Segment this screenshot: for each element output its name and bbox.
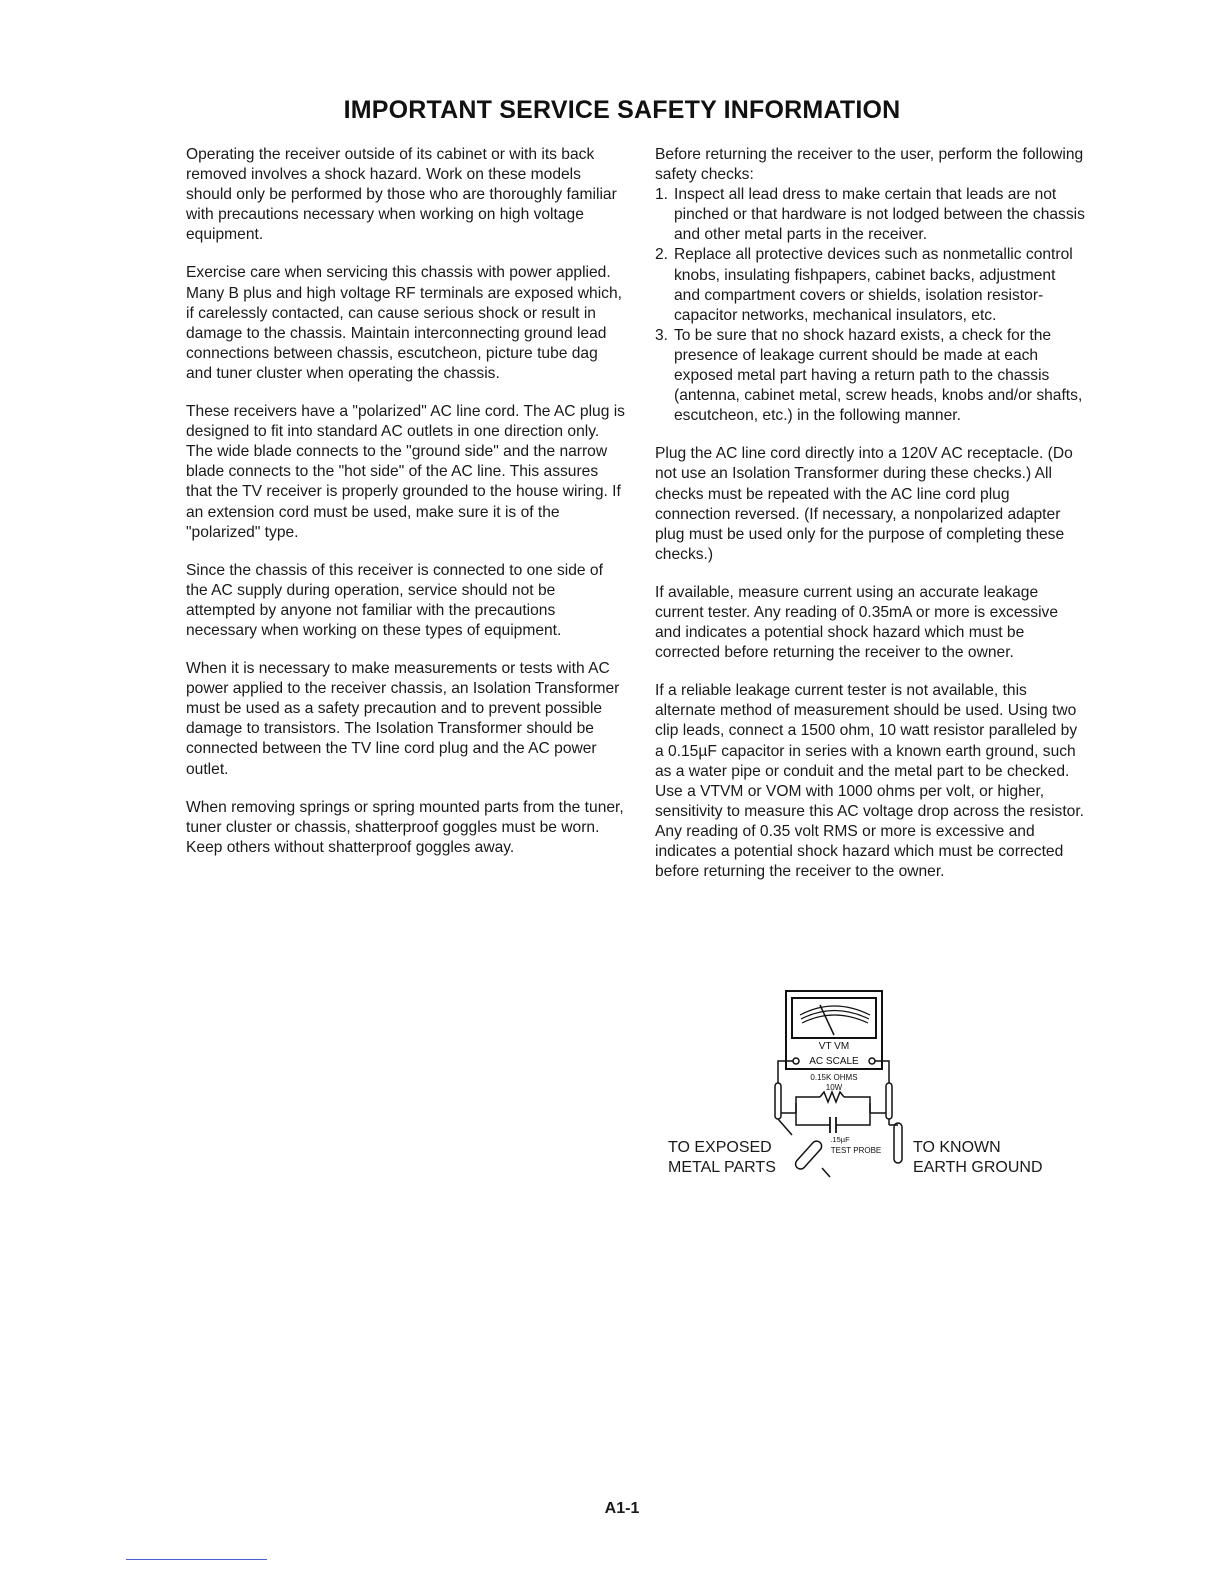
- left-column: [186, 145, 626, 858]
- paragraph-leakage-tester: If available, measure current using an accurate leakage current tester. Any reading of 0.35mA or more is excessive and indicates a potential shock hazard which must be corrected before returning the receiver to the owner.: [655, 583, 1059, 662]
- paragraph-chassis-connected: Since the chassis of this receiver is connected to one side of the AC supply during operation, service should not be attempted by anyone not familiar with the precautions necessary when working on these types of equipment.: [186, 561, 603, 639]
- paragraph-polarized-cord: These receivers have a "polarized" AC line cord. The AC plug is designed to fit into standard AC outlets in one direction only. The wide blade connects to the "ground side" and the narrow blade connects to the "hot side" of the AC line. This assures that the TV receiver is properly grounded to the house wiring. If an extension cord must be used, make sure it is of the "polarized" type.: [186, 403, 625, 541]
- network-wire: [796, 1103, 830, 1125]
- meter-face: [792, 998, 876, 1038]
- earth-ground-label-line1: TO KNOWN: [913, 1139, 1001, 1156]
- safety-checks-intro: Before returning the receiver to the user, perform the following safety checks:: [655, 146, 1084, 184]
- lead-wire: [778, 1119, 792, 1135]
- step-number: 3.: [655, 326, 669, 344]
- list-item: [655, 245, 1085, 325]
- exposed-metal-label-line1: TO EXPOSED: [668, 1139, 772, 1156]
- step-text: To be sure that no shock hazard exists, a check for the presence of leakage current should be made at each exposed metal part having a return path to the chassis (antenna, cabinet metal, screw heads, knobs and/or shafts, escutcheon, etc.) in the following manner.: [674, 326, 1083, 425]
- step-text: Replace all protective devices such as nonmetallic control knobs, insulating fishpapers, cabinet backs, adjustment and compartment covers or shields, isolation resistor-capacitor networks, mechanical insulators, etc.: [674, 246, 1073, 324]
- resistor-symbol: [820, 1092, 844, 1102]
- paragraph-goggles: When removing springs or spring mounted parts from the tuner, tuner cluster or chassis, shatterproof goggles must be worn. Keep others without shatterproof goggles away.: [186, 798, 624, 856]
- watt-label: 10W: [825, 1083, 843, 1092]
- scale-label: AC SCALE: [809, 1056, 859, 1067]
- clip-lead-left: [775, 1083, 781, 1119]
- step-text: Inspect all lead dress to make certain that leads are not pinched or that hardware is not lodged between the chassis and other metal parts in the receiver.: [674, 186, 1085, 244]
- meter-terminal-right: [869, 1058, 875, 1064]
- right-column: [655, 145, 1085, 882]
- probe-label: TEST PROBE: [830, 1146, 882, 1155]
- list-item: [655, 326, 1085, 426]
- step-number: 2.: [655, 246, 669, 264]
- meter-label: VT VM: [818, 1041, 850, 1052]
- paragraph-exercise-care: Exercise care when servicing this chassis with power applied. Many B plus and high voltage RF terminals are exposed which, if carelessly contacted, can cause serious shock or result in damage to the chassis. Maintain interconnecting ground lead connections between chassis, escutcheon, picture tube dag and tuner cluster when operating the chassis.: [186, 264, 622, 382]
- capacitor-label: .15µF: [830, 1135, 850, 1144]
- safety-checks-list: [655, 185, 1085, 426]
- network-wire: [796, 1097, 820, 1113]
- meter-terminal-left: [793, 1058, 799, 1064]
- earth-ground-label-line2: EARTH GROUND: [913, 1159, 1043, 1176]
- page-number: A1-1: [604, 1500, 640, 1517]
- list-item: [655, 185, 1085, 245]
- clip-lead-right: [886, 1083, 892, 1119]
- earth-ground-clip: [894, 1123, 902, 1163]
- exposed-metal-label-line2: METAL PARTS: [668, 1159, 776, 1176]
- probe-tip: [822, 1168, 830, 1177]
- leakage-test-diagram: [660, 985, 1080, 1185]
- network-wire: [836, 1103, 870, 1125]
- paragraph-isolation-transformer: When it is necessary to make measurements or tests with AC power applied to the receiver chassis, an Isolation Transformer must be used as a safety precaution and to prevent possible damage to transistors. The Isolation Transformer should be connected between the TV line cord plug and the AC power outlet.: [186, 660, 620, 778]
- page-title: IMPORTANT SERVICE SAFETY INFORMATION: [343, 96, 901, 124]
- test-probe: [793, 1139, 823, 1171]
- footer-rule: [126, 1559, 267, 1560]
- paragraph-plug-ac-cord: Plug the AC line cord directly into a 120V AC receptacle. (Do not use an Isolation Transformer during these checks.) All checks must be repeated with the AC line cord plug connection reversed. (If necessary, a nonpolarized adapter plug must be used only for the purpose of completing these checks.): [655, 445, 1073, 563]
- paragraph-alternate-method: If a reliable leakage current tester is not available, this alternate method of measurement should be used. Using two clip leads, connect a 1500 ohm, 10 watt resistor paralleled by a 0.15µF capacitor in series with a known earth ground, such as a water pipe or conduit and the metal part to be checked. Use a VTVM or VOM with 1000 ohms per volt, or higher, sensitivity to measure this AC voltage drop across the resistor. Any reading of 0.35 volt RMS or more is excessive and indicates a potential shock hazard which must be corrected before returning the receiver to the owner.: [655, 682, 1085, 881]
- resistor-label: 0.15K OHMS: [810, 1073, 858, 1082]
- network-wire: [844, 1097, 870, 1113]
- paragraph-shock-hazard: Operating the receiver outside of its cabinet or with its back removed involves a shock hazard. Work on these models should only be performed by those who are thoroughly familiar with precautions necessary when working on high voltage equipment.: [186, 146, 617, 244]
- step-number: 1.: [655, 186, 669, 204]
